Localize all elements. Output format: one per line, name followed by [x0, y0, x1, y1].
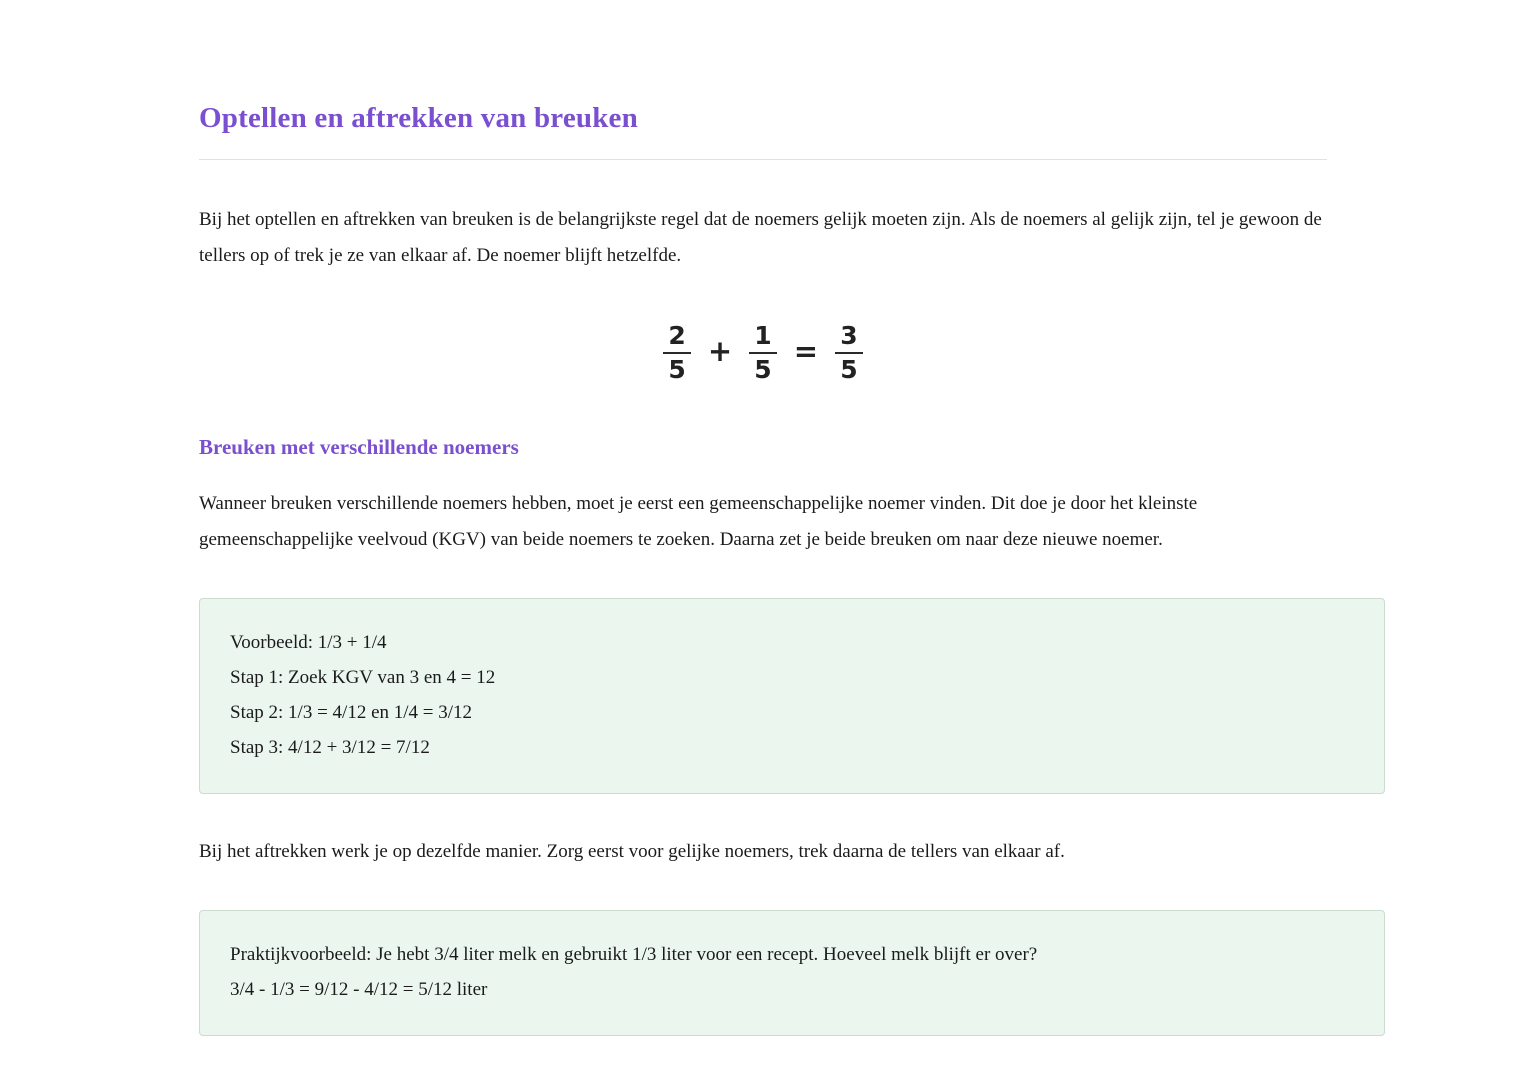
- example-line: Stap 3: 4/12 + 3/12 = 7/12: [230, 737, 430, 758]
- document-content: [199, 0, 1385, 1036]
- fraction-term-3: [835, 322, 862, 383]
- plus-operator: +: [707, 333, 733, 368]
- fraction-term-2: [749, 322, 776, 383]
- page-title: Optellen en aftrekken van breuken: [199, 102, 638, 134]
- example-line: Voorbeeld: 1/3 + 1/4: [230, 632, 387, 653]
- fraction-term-1: [663, 322, 690, 383]
- fraction-denominator: 5: [840, 354, 858, 384]
- example-box: [199, 598, 1385, 794]
- subtraction-paragraph: Bij het aftrekken werk je op dezelfde manier. Zorg eerst voor gelijke noemers, trek daarna de tellers van elkaar af.: [199, 841, 1065, 862]
- title-divider: [199, 159, 1327, 160]
- example-line: Stap 1: Zoek KGV van 3 en 4 = 12: [230, 667, 496, 688]
- equals-operator: =: [793, 333, 819, 368]
- example-line: Stap 2: 1/3 = 4/12 en 1/4 = 3/12: [230, 702, 473, 723]
- practice-example-box: [199, 910, 1385, 1036]
- fraction-formula: [199, 322, 1327, 383]
- fraction-numerator: 2: [663, 322, 690, 354]
- fraction-denominator: 5: [754, 354, 772, 384]
- section-subheading: Breuken met verschillende noemers: [199, 435, 519, 459]
- practice-line: 3/4 - 1/3 = 9/12 - 4/12 = 5/12 liter: [230, 979, 488, 1000]
- fraction-numerator: 1: [749, 322, 776, 354]
- intro-paragraph: Bij het optellen en aftrekken van breuken is de belangrijkste regel dat de noemers gelijk moeten zijn. Als de noemers al gelijk zijn, tel je gewoon de tellers op of trek je ze van elkaar af. De noemer blijft hetzelfde.: [199, 209, 1322, 266]
- fraction-numerator: 3: [835, 322, 862, 354]
- different-denominators-paragraph: Wanneer breuken verschillende noemers hebben, moet je eerst een gemeenschappelijke noemer vinden. Dit doe je door het kleinste gemeenschappelijke veelvoud (KGV) van beide noemers te zoeken. Daarna zet je beide breuken om naar deze nieuwe noemer.: [199, 493, 1198, 550]
- practice-line: Praktijkvoorbeeld: Je hebt 3/4 liter melk en gebruikt 1/3 liter voor een recept. Hoeveel melk blijft er over?: [230, 944, 1038, 965]
- fraction-denominator: 5: [668, 354, 686, 384]
